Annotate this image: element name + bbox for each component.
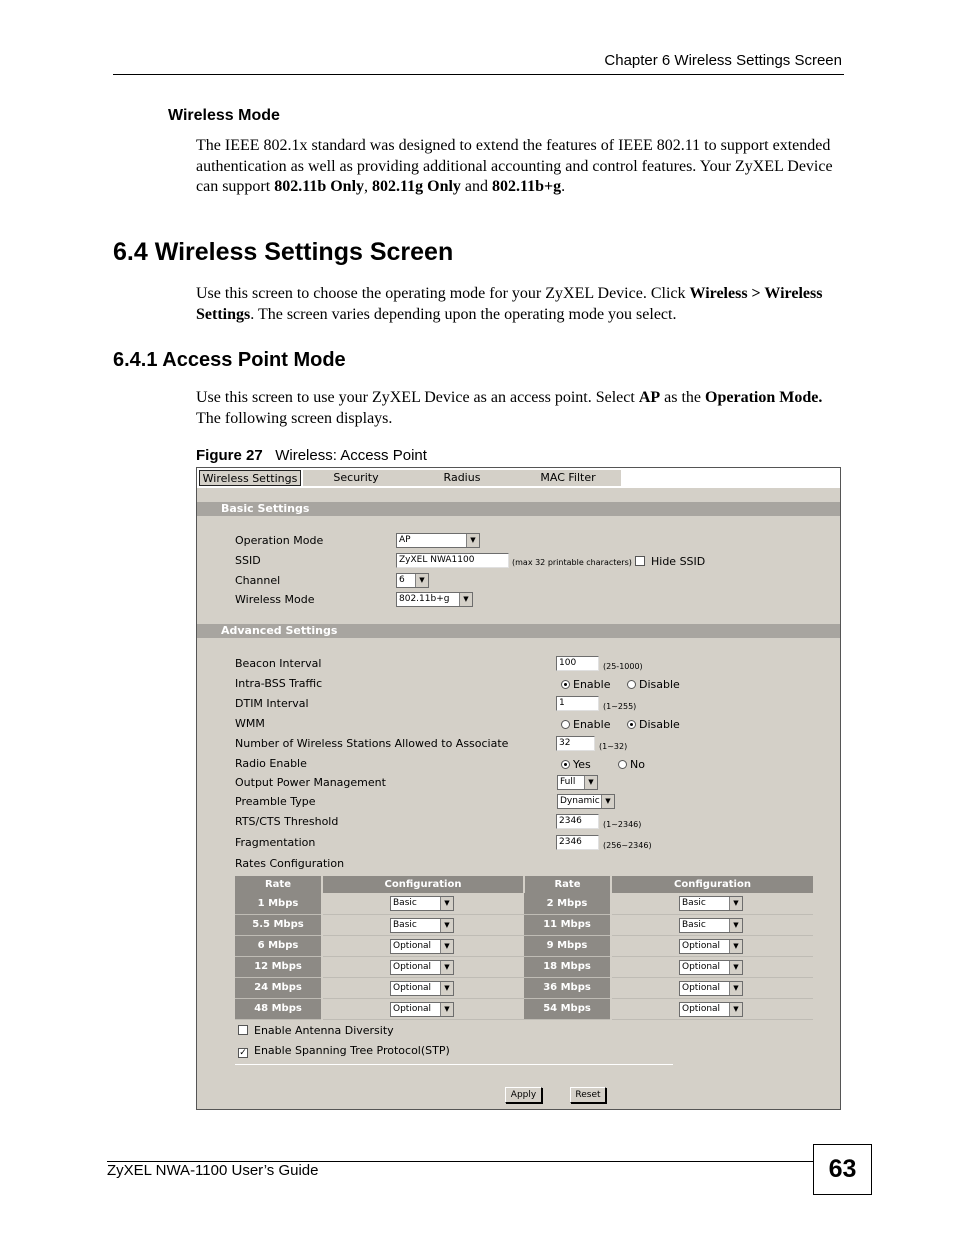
chevron-down-icon: ▼ xyxy=(440,919,453,932)
rate-cell: 18 Mbps xyxy=(524,956,611,977)
tab-radius[interactable]: Radius xyxy=(409,470,515,486)
rate-cell: 12 Mbps xyxy=(235,956,322,977)
radio-selected-icon xyxy=(561,680,570,689)
beacon-interval-label: Beacon Interval xyxy=(235,657,322,670)
radio-enable-no-radio[interactable]: No xyxy=(618,758,645,771)
chevron-down-icon: ▼ xyxy=(440,940,453,953)
chevron-down-icon: ▼ xyxy=(440,1003,453,1016)
preamble-type-select[interactable]: Dynamic ▼ xyxy=(557,794,615,809)
intra-bss-enable-radio[interactable]: Enable xyxy=(561,678,610,691)
chevron-down-icon: ▼ xyxy=(459,593,472,606)
rate-cell: 6 Mbps xyxy=(235,935,322,956)
rate-config-select[interactable]: Basic ▼ xyxy=(679,918,743,933)
config-cell xyxy=(611,893,813,914)
table-row xyxy=(235,893,813,914)
radio-selected-icon xyxy=(627,720,636,729)
tab-security[interactable]: Security xyxy=(303,470,409,486)
chevron-down-icon: ▼ xyxy=(440,897,453,910)
wmm-enable-radio[interactable]: Enable xyxy=(561,718,610,731)
radio-enable-label: Radio Enable xyxy=(235,757,307,770)
config-cell xyxy=(322,935,524,956)
wireless-mode-paragraph: The IEEE 802.1x standard was designed to extend the features of IEEE 802.11 to support extended authentication as well as providing additional accounting and control features. Your ZyXEL Device can support 802.11b Only, 802.11g Only and 802.11b+g. xyxy=(196,137,833,195)
divider xyxy=(235,1064,673,1065)
rate-config-select[interactable]: Basic ▼ xyxy=(679,896,743,911)
rate-cell: 54 Mbps xyxy=(524,998,611,1019)
intra-bss-label: Intra-BSS Traffic xyxy=(235,677,323,690)
chevron-down-icon: ▼ xyxy=(584,776,597,789)
antenna-diversity-option[interactable]: Enable Antenna Diversity xyxy=(238,1024,394,1037)
rate-config-select[interactable]: Basic ▼ xyxy=(390,896,454,911)
radio-icon xyxy=(561,720,570,729)
rates-table xyxy=(235,876,813,1020)
rate-column-header: Rate xyxy=(235,876,322,893)
rate-cell: 1 Mbps xyxy=(235,893,322,914)
hide-ssid-option[interactable]: Hide SSID xyxy=(635,555,705,568)
fragmentation-input[interactable]: 2346 xyxy=(556,835,599,850)
fragmentation-label: Fragmentation xyxy=(235,836,316,849)
rate-config-select[interactable]: Optional ▼ xyxy=(390,939,454,954)
wireless-settings-screenshot xyxy=(196,467,841,1110)
config-cell xyxy=(322,893,524,914)
table-row xyxy=(235,935,813,956)
config-cell xyxy=(611,977,813,998)
fragmentation-hint: (256~2346) xyxy=(603,841,652,850)
config-cell xyxy=(322,914,524,935)
radio-icon xyxy=(618,760,627,769)
stations-input[interactable]: 32 xyxy=(556,736,595,751)
configuration-column-header: Configuration xyxy=(322,876,524,893)
rate-cell: 11 Mbps xyxy=(524,914,611,935)
table-row xyxy=(235,956,813,977)
apply-button[interactable]: Apply xyxy=(505,1087,542,1103)
wireless-mode-heading: Wireless Mode xyxy=(168,107,280,124)
chevron-down-icon: ▼ xyxy=(440,982,453,995)
dtim-interval-label: DTIM Interval xyxy=(235,697,309,710)
chevron-down-icon: ▼ xyxy=(729,919,742,932)
rts-cts-label: RTS/CTS Threshold xyxy=(235,815,339,828)
rate-config-select[interactable]: Optional ▼ xyxy=(390,960,454,975)
config-cell xyxy=(322,956,524,977)
tab-mac-filter[interactable]: MAC Filter xyxy=(515,470,621,486)
advanced-settings-bar: Advanced Settings xyxy=(197,624,840,638)
chevron-down-icon: ▼ xyxy=(729,961,742,974)
rate-cell: 36 Mbps xyxy=(524,977,611,998)
beacon-interval-input[interactable]: 100 xyxy=(556,656,599,671)
table-row xyxy=(235,998,813,1019)
config-cell xyxy=(611,998,813,1019)
table-row xyxy=(235,914,813,935)
page-number: 63 xyxy=(813,1144,872,1195)
subsection-heading: 6.4.1 Access Point Mode xyxy=(113,349,346,371)
rts-cts-hint: (1~2346) xyxy=(603,820,642,829)
stp-option[interactable]: ✓ Enable Spanning Tree Protocol(STP) xyxy=(239,1044,450,1058)
section-paragraph: Use this screen to choose the operating mode for your ZyXEL Device. Click Wireless > Wireless Settings. The screen varies depending upon the operating mode you select. xyxy=(196,285,823,323)
footer-guide-title: ZyXEL NWA-1100 User’s Guide xyxy=(107,1162,319,1179)
antenna-diversity-checkbox[interactable] xyxy=(238,1025,248,1035)
rate-config-select[interactable]: Optional ▼ xyxy=(390,981,454,996)
table-row xyxy=(235,977,813,998)
rate-column-header: Rate xyxy=(524,876,611,893)
rates-table-header xyxy=(235,876,813,893)
radio-icon xyxy=(627,680,636,689)
config-cell xyxy=(611,935,813,956)
rate-cell: 2 Mbps xyxy=(524,893,611,914)
rate-cell: 48 Mbps xyxy=(235,998,322,1019)
config-cell xyxy=(322,977,524,998)
tab-wireless-settings[interactable]: Wireless Settings xyxy=(199,470,301,486)
running-header: Chapter 6 Wireless Settings Screen xyxy=(604,52,842,69)
radio-enable-yes-radio[interactable]: Yes xyxy=(561,758,591,771)
stations-label: Number of Wireless Stations Allowed to Associate xyxy=(235,737,509,750)
channel-label: Channel xyxy=(235,574,281,587)
ssid-input[interactable]: ZyXEL NWA1100 xyxy=(396,553,509,568)
chevron-down-icon: ▼ xyxy=(601,795,614,808)
subsection-paragraph: Use this screen to use your ZyXEL Device as an access point. Select AP as the Operation Mode. The following screen displays. xyxy=(196,389,823,427)
configuration-column-header: Configuration xyxy=(611,876,813,893)
wireless-mode-label: Wireless Mode xyxy=(235,593,315,606)
output-power-label: Output Power Management xyxy=(235,776,386,789)
basic-settings-bar: Basic Settings xyxy=(197,502,840,516)
rates-configuration-label: Rates Configuration xyxy=(235,857,345,870)
channel-select[interactable]: 6 ▼ xyxy=(396,573,429,588)
stations-hint: (1~32) xyxy=(599,742,628,751)
dtim-interval-hint: (1~255) xyxy=(603,702,637,711)
rate-config-select[interactable]: Optional ▼ xyxy=(679,981,743,996)
preamble-type-label: Preamble Type xyxy=(235,795,316,808)
tab-bar xyxy=(197,468,840,488)
figure-caption: Figure 27 Wireless: Access Point xyxy=(196,447,427,464)
ssid-hint: (max 32 printable characters) xyxy=(512,558,632,567)
operation-mode-select[interactable]: AP ▼ xyxy=(396,533,480,548)
chevron-down-icon: ▼ xyxy=(729,940,742,953)
chevron-down-icon: ▼ xyxy=(440,961,453,974)
rts-cts-input[interactable]: 2346 xyxy=(556,814,599,829)
output-power-select[interactable]: Full ▼ xyxy=(557,775,598,790)
config-cell xyxy=(611,956,813,977)
rate-config-select[interactable]: Optional ▼ xyxy=(679,1002,743,1017)
dtim-interval-input[interactable]: 1 xyxy=(556,696,599,711)
wmm-label: WMM xyxy=(235,717,265,730)
config-cell xyxy=(322,998,524,1019)
chevron-down-icon: ▼ xyxy=(466,534,479,547)
ssid-label: SSID xyxy=(235,554,261,567)
rate-cell: 24 Mbps xyxy=(235,977,322,998)
rate-config-select[interactable]: Optional ▼ xyxy=(679,939,743,954)
beacon-interval-hint: (25-1000) xyxy=(603,662,643,671)
chevron-down-icon: ▼ xyxy=(729,897,742,910)
stp-checkbox[interactable]: ✓ xyxy=(239,1048,247,1058)
chevron-down-icon: ▼ xyxy=(729,1003,742,1016)
reset-button[interactable]: Reset xyxy=(570,1087,606,1103)
chevron-down-icon: ▼ xyxy=(415,574,428,587)
section-heading: 6.4 Wireless Settings Screen xyxy=(113,238,454,266)
rate-config-select[interactable]: Basic ▼ xyxy=(390,918,454,933)
rate-cell: 9 Mbps xyxy=(524,935,611,956)
header-rule xyxy=(113,74,844,75)
hide-ssid-checkbox[interactable] xyxy=(635,556,645,566)
config-cell xyxy=(611,914,813,935)
rate-config-select[interactable]: Optional ▼ xyxy=(679,960,743,975)
chevron-down-icon: ▼ xyxy=(729,982,742,995)
wireless-mode-select[interactable]: 802.11b+g ▼ xyxy=(396,592,473,607)
operation-mode-label: Operation Mode xyxy=(235,534,324,547)
intra-bss-disable-radio[interactable]: Disable xyxy=(627,678,680,691)
wmm-disable-radio[interactable]: Disable xyxy=(627,718,680,731)
radio-selected-icon xyxy=(561,760,570,769)
rate-config-select[interactable]: Optional ▼ xyxy=(390,1002,454,1017)
rate-cell: 5.5 Mbps xyxy=(235,914,322,935)
